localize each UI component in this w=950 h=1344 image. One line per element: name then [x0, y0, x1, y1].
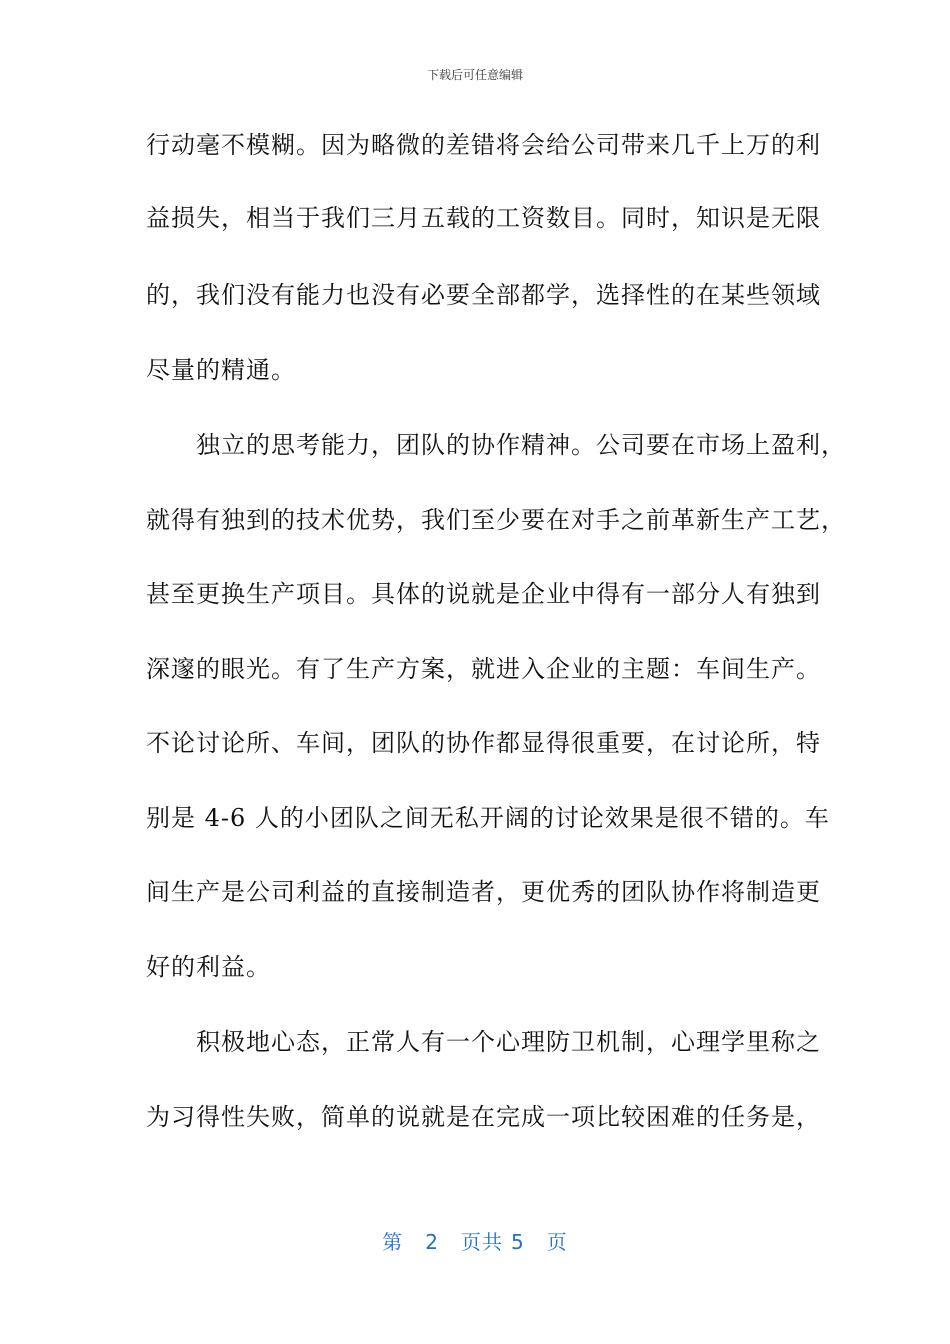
- text-line: 就得有独到的技术优势，我们至少要在对手之前革新生产工艺，: [146, 506, 846, 534]
- text-line: 为习得性失败，简单的说就是在完成一项比较困难的任务是，: [146, 1103, 821, 1131]
- text-line: 不论讨论所、车间，团队的协作都显得很重要，在讨论所，特: [146, 729, 821, 757]
- text-line: 独立的思考能力，团队的协作精神。公司要在市场上盈利，: [146, 431, 846, 459]
- text-line: 行动毫不模糊。因为略微的差错将会给公司带来几千上万的利: [146, 131, 821, 159]
- text-line: 好的利益。: [146, 953, 271, 981]
- page-label-suffix: 页: [546, 1230, 568, 1254]
- text-line: 积极地心态，正常人有一个心理防卫机制，心理学里称之: [146, 1028, 821, 1056]
- page-label-mid: 页共: [461, 1230, 503, 1254]
- text-line: 深邃的眼光。有了生产方案，就进入企业的主题：车间生产。: [146, 655, 821, 683]
- text-line: 间生产是公司利益的直接制造者，更优秀的团队协作将制造更: [146, 878, 821, 906]
- page-header: 下载后可任意编辑: [426, 68, 523, 82]
- text-line: 尽量的精通。: [146, 356, 296, 384]
- text-line: 的，我们没有能力也没有必要全部都学，选择性的在某些领域: [146, 281, 821, 309]
- current-page-number: 2: [425, 1230, 439, 1254]
- text-line: 甚至更换生产项目。具体的说就是企业中得有一部分人有独到: [146, 580, 821, 608]
- total-pages-number: 5: [511, 1230, 525, 1254]
- page-footer: [0, 1226, 950, 1255]
- page-label-prefix: 第: [382, 1230, 404, 1254]
- text-line: 别是 4-6 人的小团队之间无私开阔的讨论效果是很不错的。车: [146, 804, 830, 832]
- text-line: 益损失，相当于我们三月五载的工资数目。同时，知识是无限: [146, 204, 821, 232]
